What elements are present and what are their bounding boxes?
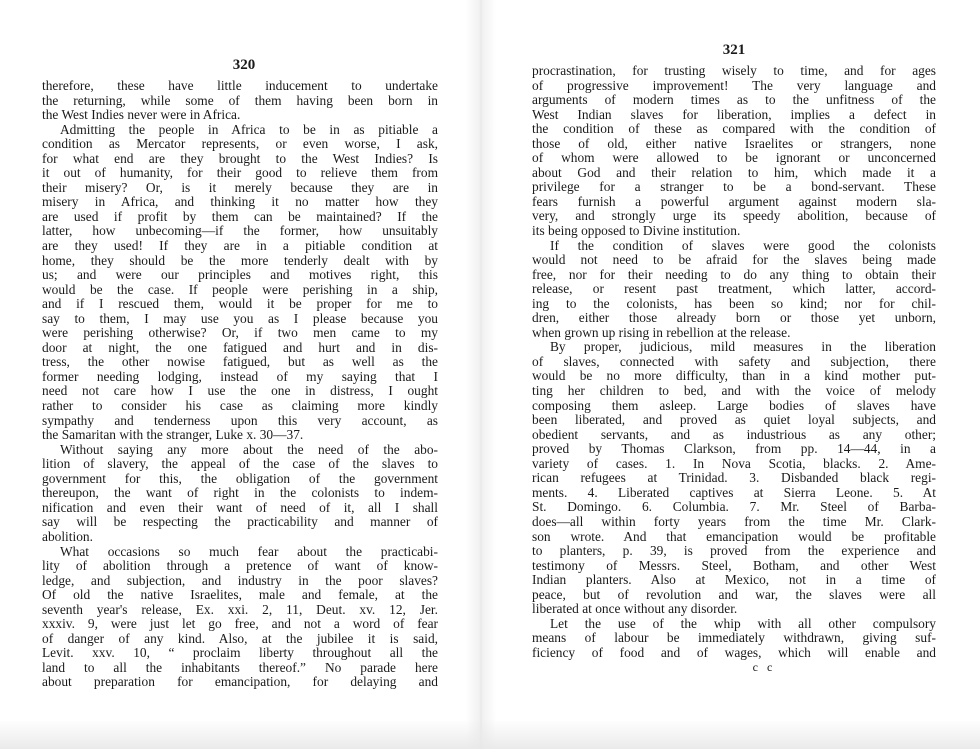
text-line: If the condition of slaves were good the colonists bbox=[550, 238, 936, 253]
text-line: are used if profit by them can be maintained? If the bbox=[42, 209, 438, 224]
text-line: for what end are they brought to the West Indies? Is bbox=[42, 151, 438, 166]
text-line: misery in Africa, and thinking it no matter how they bbox=[42, 195, 438, 210]
text-line: say to them, I may use you as I please because you bbox=[42, 311, 438, 326]
text-line: variety of cases. 1. In Nova Scotia, blacks. 2. Ame- bbox=[532, 456, 936, 471]
text-line: government for this, the obligation of the government bbox=[42, 471, 438, 486]
text-line: condition as Mercator represents, or even worse, I ask, bbox=[42, 137, 438, 152]
text-line: us; and were our principles and motives right, this bbox=[42, 268, 438, 283]
text-line: the returning, while some of them having been born in bbox=[42, 93, 438, 108]
text-line: former needing lodging, instead of my saying that I bbox=[42, 369, 438, 384]
right-page-number: 321 bbox=[722, 42, 746, 58]
text-line: are they used! If they are in a pitiable condition at bbox=[42, 239, 438, 254]
text-line: does—all within forty years from the time Mr. Clark- bbox=[532, 514, 936, 529]
text-line: would not need to be afraid for the slaves being made bbox=[532, 253, 936, 268]
left-page bbox=[42, 55, 438, 690]
right-page bbox=[532, 40, 936, 674]
text-line: seventh year's release, Ex. xxi. 2, 11, Deut. xv. 12, Jer. bbox=[42, 602, 438, 617]
text-line: ledge, and subjection, and industry in the poor slaves? bbox=[42, 573, 438, 588]
text-line: it out of humanity, for their good to relieve them from bbox=[42, 166, 438, 181]
text-line: arguments of modern times as to the unfitness of the bbox=[532, 93, 936, 108]
text-line: obedient servants, and as industrious as any other; bbox=[532, 427, 936, 442]
text-line: What occasions so much fear about the practicabi- bbox=[60, 544, 438, 559]
text-line: Admitting the people in Africa to be in as pitiable a bbox=[60, 122, 438, 137]
text-line: its being opposed to Divine institution. bbox=[532, 224, 741, 239]
text-line: their misery? Or, is it merely because they are in bbox=[42, 180, 438, 195]
text-line: Indian planters. Also at Mexico, not in a time of bbox=[532, 573, 936, 588]
text-line: Levit. xxv. 10, “ proclaim liberty throughout all the bbox=[42, 646, 438, 661]
text-line: testimony of Messrs. Steel, Botham, and other West bbox=[532, 558, 936, 573]
text-line: those of old, either native Israelites or strangers, none bbox=[532, 136, 936, 151]
text-line: West Indian slaves for liberation, implies a defect in bbox=[532, 107, 936, 122]
text-line: free, nor for their needing to do any thing to obtain their bbox=[532, 267, 936, 282]
text-line: means of labour be immediately withdrawn, giving suf- bbox=[532, 631, 936, 646]
text-line: land to all the inhabitants thereof.” No parade here bbox=[42, 660, 438, 675]
text-line: privilege for a stranger to be a bond-servant. These bbox=[532, 180, 936, 195]
signature-mark: c c bbox=[752, 660, 776, 675]
text-line: nification and even their want of need of it, all I shall bbox=[42, 500, 438, 515]
text-line: St. Domingo. 6. Columbia. 7. Mr. Steel of Barba- bbox=[532, 500, 936, 515]
text-line: composing them asleep. Large bodies of slaves have bbox=[532, 398, 936, 413]
text-line: Of old the native Israelites, male and female, at the bbox=[42, 588, 438, 603]
text-line: of slaves, connected with safety and subjection, there bbox=[532, 354, 936, 369]
left-page-number: 320 bbox=[232, 57, 256, 73]
text-line: proved by Thomas Clarkson, from pp. 14—44, in a bbox=[532, 442, 936, 457]
text-line: lity of abolition through a pretence of want of know- bbox=[42, 559, 438, 574]
text-line: door at night, the one fatigued and hurt and in dis- bbox=[42, 340, 438, 355]
text-line: home, they should be the more tenderly dealt with by bbox=[42, 253, 438, 268]
text-line: peace, but of revolution and war, the slaves were all bbox=[532, 587, 936, 602]
text-line: the Samaritan with the stranger, Luke x. 30—37. bbox=[42, 428, 304, 443]
right-page-text bbox=[532, 64, 936, 660]
text-line: rather to consider his case as claiming more kindly bbox=[42, 399, 438, 414]
text-line: sympathy and tenderness upon this very account, as bbox=[42, 413, 438, 428]
text-line: abolition. bbox=[42, 529, 93, 544]
text-line: were perishing otherwise? Or, if two men came to my bbox=[42, 326, 438, 341]
text-line: the West Indies never were in Africa. bbox=[42, 108, 241, 123]
text-line: son wrote. And that emancipation would be profitable bbox=[532, 529, 936, 544]
text-line: liberated at once without any disorder. bbox=[532, 602, 738, 617]
text-line: dren, either those already born or those yet unborn, bbox=[532, 311, 936, 326]
text-line: of danger of any kind. Also, at the jubilee it is said, bbox=[42, 631, 438, 646]
text-line: release, or resent past treatment, which latter, accord- bbox=[532, 282, 936, 297]
text-line: fears furnish a powerful argument against modern sla- bbox=[532, 194, 936, 209]
text-line: very, and strongly urge its speedy abolition, because of bbox=[532, 209, 936, 224]
text-line: rican refugees at Trinidad. 3. Disbanded black regi- bbox=[532, 471, 936, 486]
text-line: of whom were allowed to be ignorant or unconcerned bbox=[532, 151, 936, 166]
text-line: thereupon, the want of right in the colonists to indem- bbox=[42, 486, 438, 501]
text-line: say will be respecting the practicability and manner of bbox=[42, 515, 438, 530]
text-line: ing to the colonists, has been so kind; nor for chil- bbox=[532, 296, 936, 311]
text-line: therefore, these have little inducement to undertake bbox=[42, 79, 438, 93]
text-line: when grown up rising in rebellion at the release. bbox=[532, 325, 791, 340]
text-line: latter, how unbecoming—if the former, how unsuitably bbox=[42, 224, 438, 239]
text-line: Let the use of the whip with all other compulsory bbox=[550, 616, 936, 631]
text-line: been liberated, and proved as quiet loyal subjects, and bbox=[532, 413, 936, 428]
text-line: to planters, p. 39, is proved from the experience and bbox=[532, 544, 936, 559]
text-line: tress, the other nowise fatigued, but as well as the bbox=[42, 355, 438, 370]
text-line: the condition of these as compared with the condition of bbox=[532, 122, 936, 137]
text-line: and if I rescued them, would it be proper for me to bbox=[42, 297, 438, 312]
text-line: would be no more difficulty, than in a kind mother put- bbox=[532, 369, 936, 384]
text-line: xxxiv. 9, were just let go free, and not a word of fear bbox=[42, 617, 438, 632]
text-line: need not care how I use the one in distress, I ought bbox=[42, 384, 438, 399]
text-line: ting her children to bed, and with the voice of melody bbox=[532, 384, 936, 399]
book-gutter bbox=[466, 0, 496, 749]
text-line: of progressive improvement! The very language and bbox=[532, 78, 936, 93]
text-line: ficiency of food and of wages, which will enable and bbox=[532, 645, 936, 660]
left-page-text bbox=[42, 79, 438, 690]
text-line: Without saying any more about the need of the abo- bbox=[60, 442, 438, 457]
text-line: ments. 4. Liberated captives at Sierra Leone. 5. At bbox=[532, 485, 936, 500]
text-line: about preparation for emancipation, for delaying and bbox=[42, 675, 438, 690]
text-line: procrastination, for trusting wisely to time, and for ages bbox=[532, 64, 936, 78]
text-line: would be the case. If people were perishing in a ship, bbox=[42, 282, 438, 297]
text-line: about God and their relation to him, which made it a bbox=[532, 165, 936, 180]
page-bottom-shadow bbox=[0, 719, 980, 749]
text-line: By proper, judicious, mild measures in the liberation bbox=[550, 340, 936, 355]
text-line: lition of slavery, the appeal of the case of the slaves to bbox=[42, 457, 438, 472]
